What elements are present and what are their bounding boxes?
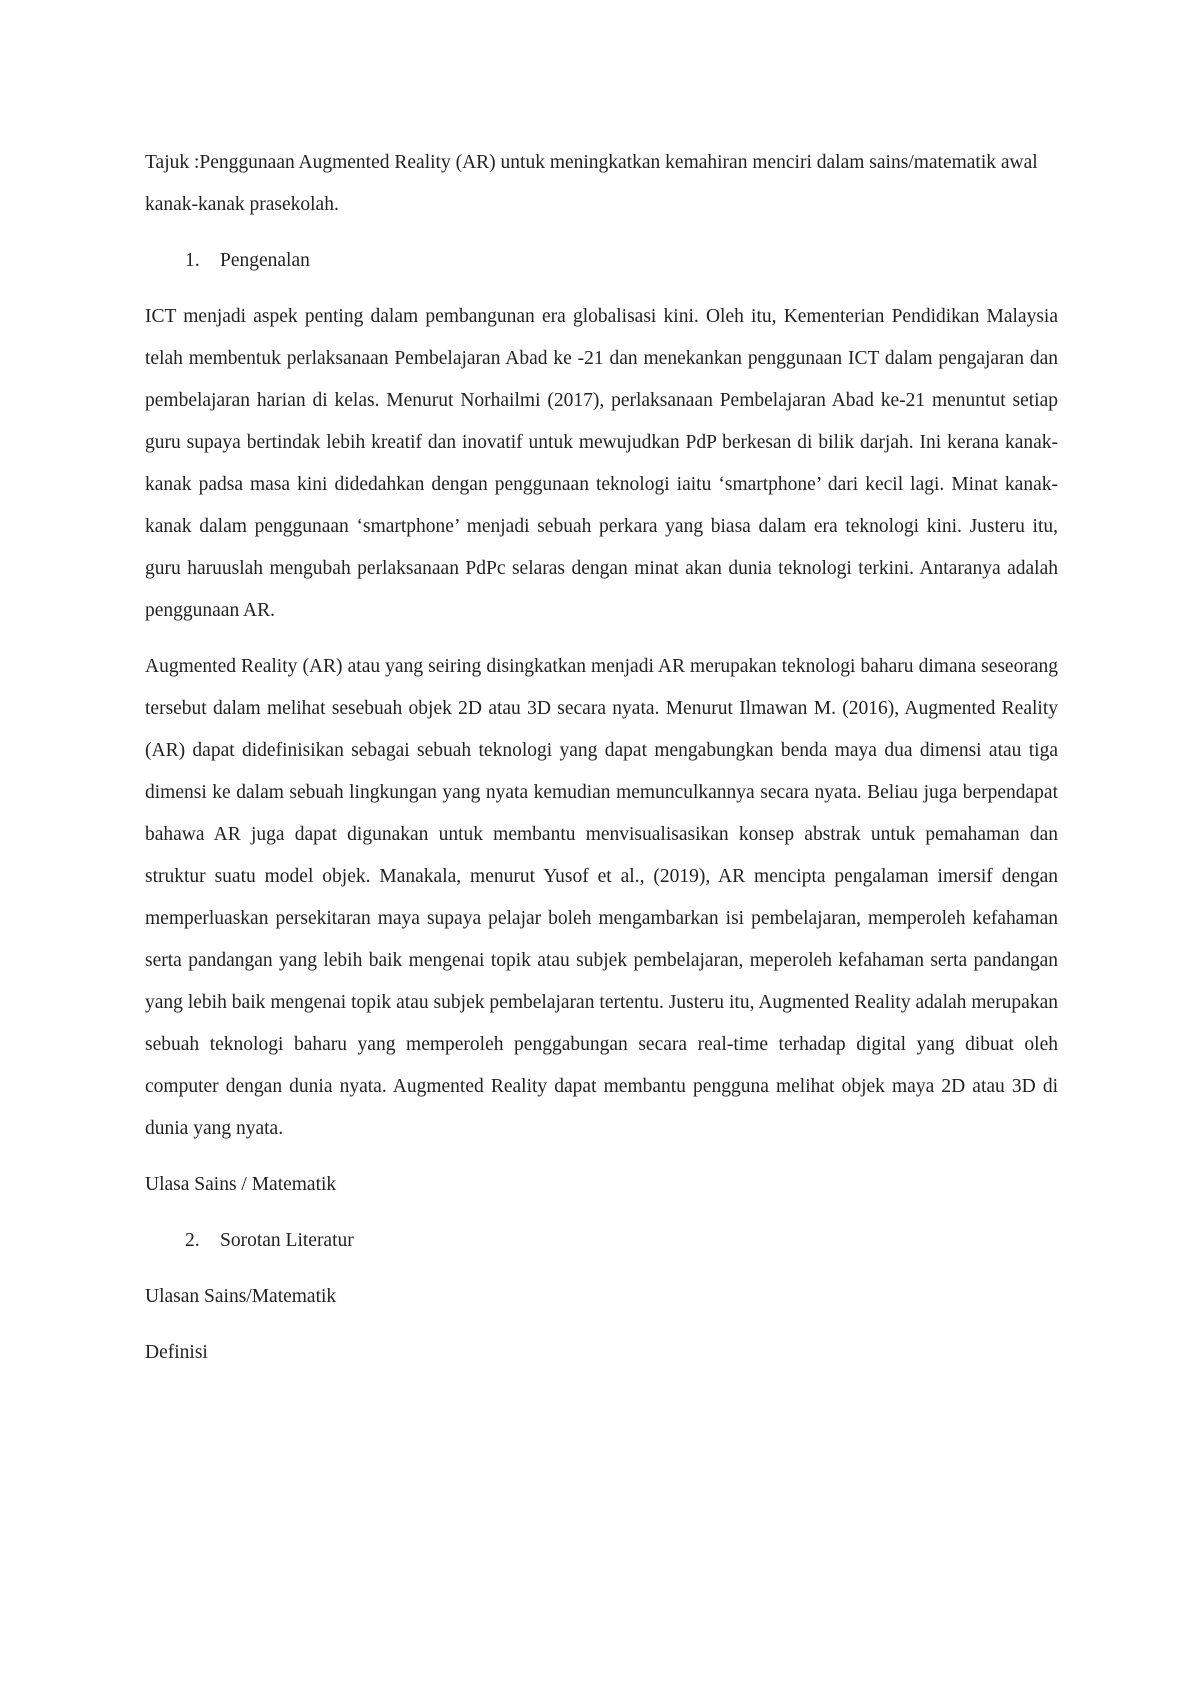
document-body <box>145 142 1058 1374</box>
document-title: Tajuk :Penggunaan Augmented Reality (AR) untuk meningkatkan kemahiran menciri dalam sains/matematik awal kanak-kanak prasekolah. <box>145 152 1038 215</box>
section-number: 1. <box>185 250 200 271</box>
heading-ulasa-sains-matematik: Ulasa Sains / Matematik <box>145 1174 337 1195</box>
section-label: Pengenalan <box>220 250 310 271</box>
section-heading-pengenalan <box>145 240 1058 282</box>
section-heading-sorotan-literatur <box>145 1220 1058 1262</box>
paragraph-augmented-reality: Augmented Reality (AR) atau yang seiring disingkatkan menjadi AR merupakan teknologi baharu dimana seseorang tersebut dalam melihat sesebuah objek 2D atau 3D secara nyata. Menurut Ilmawan M. (2016), Augmented Reality (AR) dapat didefinisikan sebagai sebuah teknologi yang dapat mengabungkan benda maya dua dimensi atau tiga dimensi ke dalam sebuah lingkungan yang nyata kemudian memunculkannya secara nyata. Beliau juga berpendapat bahawa AR juga dapat digunakan untuk membantu menvisualisasikan konsep abstrak untuk pemahaman dan struktur suatu model objek. Manakala, menurut Yusof et al., (2019), AR mencipta pengalaman imersif dengan memperluaskan persekitaran maya supaya pelajar boleh mengambarkan isi pembelajaran, memperoleh kefahaman serta pandangan yang lebih baik mengenai topik atau subjek pembelajaran, meperoleh kefahaman serta pandangan yang lebih baik mengenai topik atau subjek pembelajaran tertentu. Justeru itu, Augmented Reality adalah merupakan sebuah teknologi baharu yang memperoleh penggabungan secara real-time terhadap digital yang dibuat oleh computer dengan dunia nyata. Augmented Reality dapat membantu pengguna melihat objek maya 2D atau 3D di dunia yang nyata. <box>145 656 1058 1139</box>
section-label: Sorotan Literatur <box>220 1230 354 1251</box>
heading-ulasan-sains-matematik: Ulasan Sains/Matematik <box>145 1286 337 1307</box>
section-number: 2. <box>185 1230 200 1251</box>
heading-definisi: Definisi <box>145 1342 208 1363</box>
paragraph-ict: ICT menjadi aspek penting dalam pembangunan era globalisasi kini. Oleh itu, Kementerian Pendidikan Malaysia telah membentuk perlaksanaan Pembelajaran Abad ke -21 dan menekankan penggunaan ICT dalam pengajaran dan pembelajaran harian di kelas. Menurut Norhailmi (2017), perlaksanaan Pembelajaran Abad ke-21 menuntut setiap guru supaya bertindak lebih kreatif dan inovatif untuk mewujudkan PdP berkesan di bilik darjah. Ini kerana kanak-kanak padsa masa kini didedahkan dengan penggunaan teknologi iaitu ‘smartphone’ dari kecil lagi. Minat kanak-kanak dalam penggunaan ‘smartphone’ menjadi sebuah perkara yang biasa dalam era teknologi kini. Justeru itu, guru haruuslah mengubah perlaksanaan PdPc selaras dengan minat akan dunia teknologi terkini. Antaranya adalah penggunaan AR. <box>145 306 1058 621</box>
